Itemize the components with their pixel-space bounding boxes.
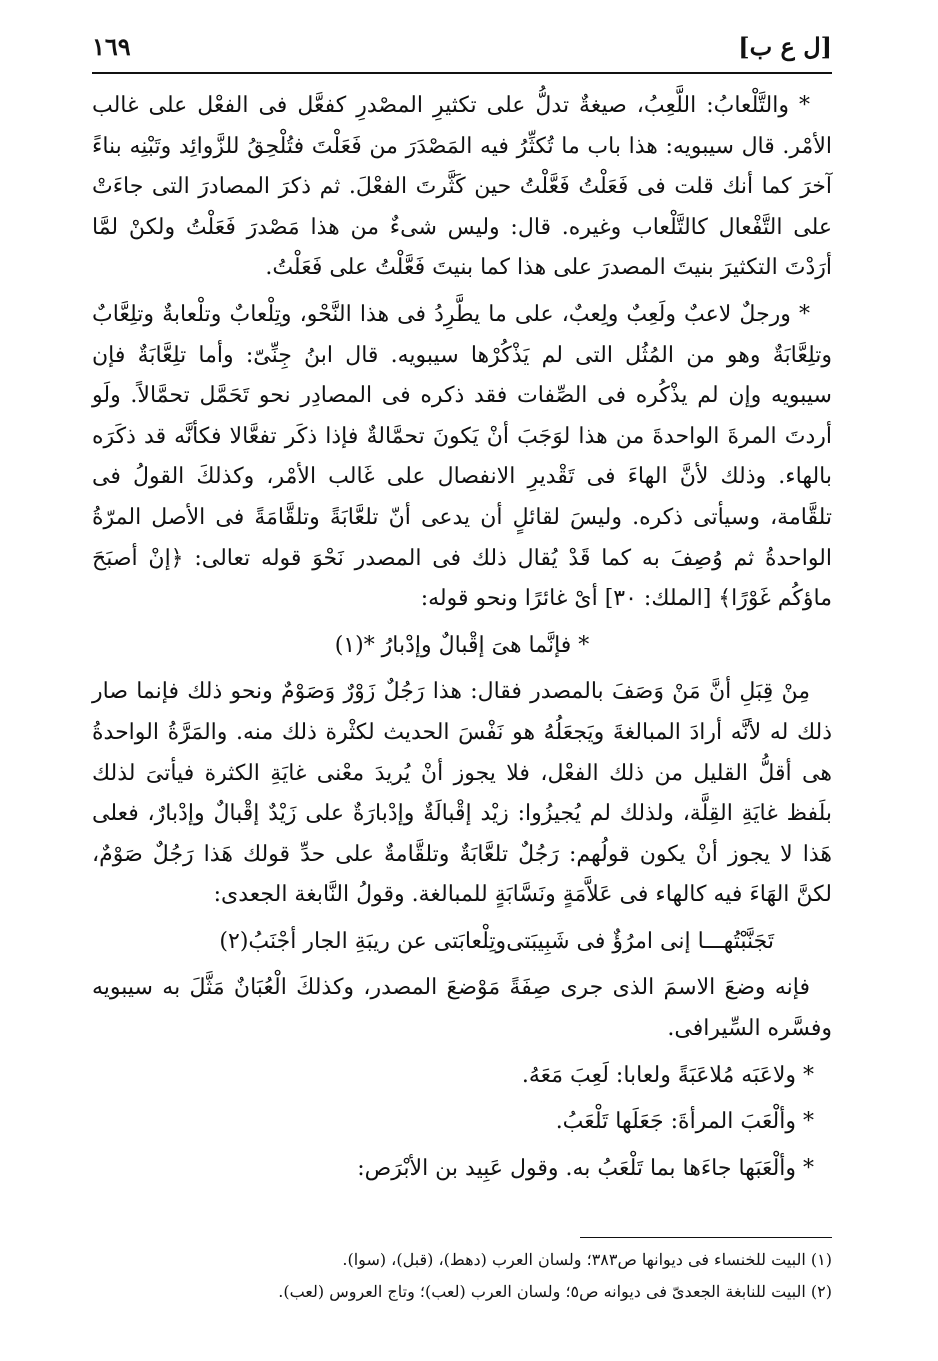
verse-second-hemistich: وتِلْعابَتى عن ريبَةِ الجار أجْنَبُ(٢) — [219, 928, 507, 954]
header-divider — [92, 72, 832, 74]
page-header — [92, 30, 832, 66]
running-head: [ل ع ب] — [738, 32, 832, 61]
paragraph-sirafi: فإنه وضعَ الاسمَ الذى جرى صِفَةً مَوْضعَ المصدر، وكذلكَ الْعُبَانٌ مَثَّلَ به سيبويه وفسَّره السِّيرافى. — [92, 975, 832, 1042]
paragraph-mubalagha: مِنْ قِبَلِ أنَّ مَنْ وَصَفَ بالمصدر فقال: هذا رَجُلٌ زَوْرٌ وَصَوْمٌ ونحو ذلك فإنما صار ذلك له لأنَّه أرادَ المبالغةَ ويَجعَلُهُ هو نَفْسَ الحديث لكثْرة ذلك منه. والمَرَّةُ الواحدةُ هى أقلُّ القليل من ذلك الفعْل، فلا يجوز أنْ يُريدَ معْنى غايَةِ الكثرة فيأتىَ لذلك بلَفظ غايَةِ القِلَّة، ولذلك لم يُجيزُوا: زيْد إقْبالَةٌ وإدْبارَةٌ على زَيْدٌ إقْبالٌ وإدْبارٌ، فعلى هَذا لا يجوز أنْ يكون قولُهم: رَجُلٌ تلعَّابَةٌ وتلقَّامةٌ على حدِّ قولك هَذا رَجُلٌ صَوْمٌ، لكنَّ الهَاءَ فيه كالهاء فى عَلاَّمَةٍ ونَسَّابَةٍ للمبالغة. وقولُ النَّابغة الجعدى: — [92, 679, 832, 908]
poetry-verse — [92, 922, 832, 963]
entry-alab-almarah: * وألْعَبَ المرأةَ: جَعَلَها تَلْعَبُ. — [555, 1109, 814, 1135]
paragraph-rajul-laeib: * ورجلٌ لاعبٌ ولَعِبٌ ولِعبٌ، على ما يطَّرِدُ فى هذا النَّحْو، وتِلْعابٌ وتلْعابةٌ وتلِعَّابٌ وتلِعَّابَةٌ وهو من المُثُل التى لم يَذْكُرْها سيبويه. قال ابنُ جِنِّىّ: وأما تلِعَّابَةٌ فإن سيبويه وإن لم يذْكُره فى الصِّفات فقد ذكره فى المصادِر نحو تَحَمَّل تحمَّالاً. ولَو أردتَ المرةَ الواحدةَ من هذا لوَجَبَ أنْ يَكونَ تحمَّالةٌ فإذا ذكَر تفعَّالا فكأنَّه قد ذكَرَه بالهاء. وذلك لأنَّ الهاءَ فى تَقْديرِ الانفصال على غَالب الأمْر، وكذلكَ القولُ فى تلقَّامة، وسيأتى ذكره. وليسَ لقائلٍ أن يدعى أنّ تلعَّابَةً وتلقَّامَةً فى الأصل المرّةُ الواحدةُ ثم وُصِفَ به كما قَدْ يُقال ذلك فى المصدر نَحْوَ قوله تعالى: ﴿إنْ أصبَحَ ماؤكُم غَوْرًا﴾ [الملك: ٣٠] أىْ غائرًا ونحو قوله: — [92, 301, 832, 612]
quoted-hemistich: * فإنَّما هىَ إقْبالٌ وإدْبارُ *(١) — [334, 632, 590, 658]
page-number: ١٦٩ — [92, 32, 131, 61]
footnote-2: (٢) البيت للنابغة الجعدىّ فى ديوانه ص٥؛ ولسان العرب (لعب)؛ وتاج العروس (لعب). — [278, 1282, 832, 1301]
footnote-divider — [580, 1237, 832, 1238]
entry-laabahu: * ولاعَبَه مُلاعَبَةً ولعابا: لَعِبَ مَعَهُ. — [521, 1062, 814, 1088]
footnotes — [92, 1244, 832, 1308]
verse-first-hemistich: تَجَنَّبْتُهـــا إنى امرُؤٌ فى شَبِيبَتى — [506, 928, 774, 954]
main-text — [92, 86, 832, 1195]
entry-alabaha: * وألْعَبَها جاءَها بما تَلْعَبُ به. وقول عَبِيد بن الأبْرَص: — [357, 1155, 814, 1181]
paragraph-taleab: * والتَّلْعابُ: اللَّعِبُ، صيغةٌ تدلُّ على تكثيرِ المصْدرِ كفعَّل فى الفعْل على غالب الأمْر. قال سيبويه: هذا باب ما تُكثِّرُ فيه المَصْدَرَ من فَعَلْتَ فتُلْحِقُ للزَّوائِد وتَبْنِه بناءً آخرَ كما أنك قلت فى فَعَلْتُ فَعَّلْتُ حين كَثَّرتَ الفعْلَ. ثم ذكرَ المصادرَ التى جاءَتْ على التَّفْعال كالتَّلْعاب وغيره. قال: وليس شىءٌ من هذا مَصْدرَ فَعَلْتُ ولكنْ لمَّا أرَدْتَ التكثيرَ بنيتَ المصدرَ على هذا كما بنيتَ فَعَّلْتُ على فَعَلْتُ. — [92, 93, 832, 281]
footnote-1: (١) البيت للخنساء فى ديوانها ص٣٨٣؛ ولسان العرب (دهط)، (قبل)، (سوا). — [342, 1250, 832, 1269]
